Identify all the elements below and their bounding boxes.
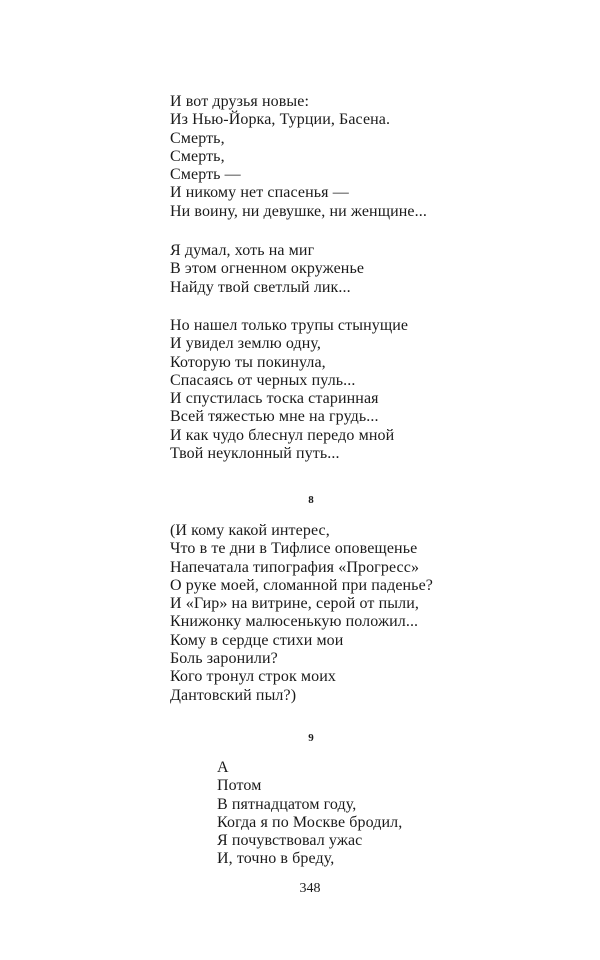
poem-line: Кого тронул строк моих xyxy=(170,668,337,686)
poem-line: И спустилась тоска старинная xyxy=(170,390,379,408)
poem-line: Я думал, хоть на миг xyxy=(170,242,315,259)
poem-line: Ни воину, ни девушке, ни женщине... xyxy=(170,202,427,220)
poem-line: Потом xyxy=(217,777,262,795)
poem-line: И, точно в бреду, xyxy=(217,850,335,868)
poem-line: И вот друзья новые: xyxy=(170,93,310,110)
poem-line: Найду твой светлый лик... xyxy=(170,278,351,296)
poem-line: О руке моей, сломанной при паденье? xyxy=(170,576,433,594)
section-number-9: 9 xyxy=(308,732,314,744)
poem-line: (И кому какой интерес, xyxy=(170,522,330,539)
poem-line: Смерть — xyxy=(170,166,241,184)
stanza-2 xyxy=(170,242,364,297)
poem-line: Когда я по Москве бродил, xyxy=(217,813,403,831)
poem-line: Напечатала типография «Прогресс» xyxy=(170,558,420,576)
poem-line: Смерть, xyxy=(170,147,225,165)
poem-line: И увидел землю одну, xyxy=(170,335,322,353)
poem-line: Всей тяжестью мне на грудь... xyxy=(170,408,379,426)
poem-line: Которую ты покинула, xyxy=(170,353,326,371)
poem-line: Но нашел только трупы стынущие xyxy=(170,317,409,334)
page-number: 348 xyxy=(299,881,321,896)
poem-line: Кому в сердце стихи мои xyxy=(170,631,344,649)
poem-line: Дантовский пыл?) xyxy=(170,686,297,704)
section-number-8: 8 xyxy=(308,494,314,506)
poem-line: Книжонку малюсенькую положил... xyxy=(170,613,419,631)
poem-line: А xyxy=(217,759,229,776)
poem-line: И никому нет спасенья — xyxy=(170,184,349,202)
poem-line: Твой неуклонный путь... xyxy=(170,445,340,463)
poem-line: Что в те дни в Тифлисе оповещенье xyxy=(170,540,418,558)
poem-line: Боль заронили? xyxy=(170,650,278,668)
poem-line: Смерть, xyxy=(170,129,225,147)
stanza-4 xyxy=(170,522,433,705)
stanza-5 xyxy=(217,759,402,869)
poem-line: Спасаясь от черных пуль... xyxy=(170,371,356,389)
poem-line: Из Нью-Йорка, Турции, Басена. xyxy=(170,111,391,129)
stanza-3 xyxy=(170,317,408,463)
poem-line: И как чудо блеснул передо мной xyxy=(170,426,395,444)
poem-line: И «Гир» на витрине, серой от пыли, xyxy=(170,595,419,613)
poem-line: В этом огненном окруженье xyxy=(170,260,365,278)
poem-line: Я почувствовал ужас xyxy=(217,832,363,850)
stanza-1 xyxy=(170,93,427,221)
poem-line: В пятнадцатом году, xyxy=(217,795,357,813)
